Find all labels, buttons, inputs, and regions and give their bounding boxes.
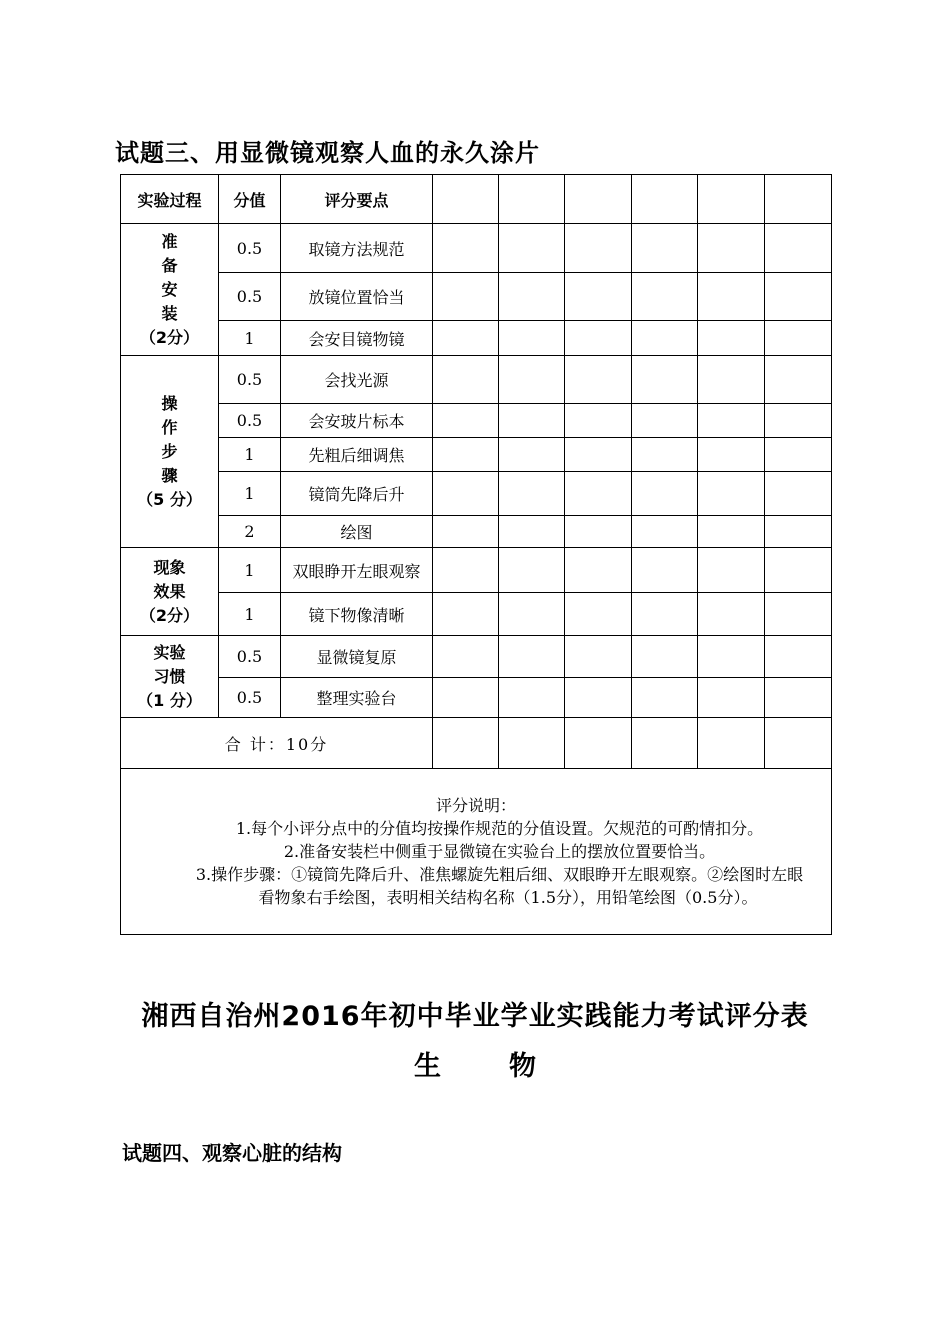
row-point: 镜筒先降后升 <box>281 472 433 516</box>
section4-title: 试题四、观察心脏的结构 <box>122 1141 342 1165</box>
note-item: 3.操作步骤：①镜筒先降后升、准焦螺旋先粗后细、双眼睁开左眼观察。②绘图时左眼 <box>195 865 804 884</box>
row-value: 0.5 <box>219 678 281 718</box>
row-value: 0.5 <box>219 273 281 321</box>
table-row <box>121 472 832 516</box>
row-value: 1 <box>219 438 281 472</box>
notes-heading: 评分说明： <box>435 796 516 815</box>
row-value: 1 <box>219 548 281 593</box>
table-row <box>121 224 832 273</box>
table-row <box>121 516 832 548</box>
header-process: 实验过程 <box>121 175 219 224</box>
total-row <box>121 718 832 769</box>
row-value: 0.5 <box>219 356 281 404</box>
stage-result: 现象 效果 （2分） <box>121 548 219 636</box>
blank-cell <box>632 175 698 224</box>
scoring-notes <box>121 769 832 935</box>
row-point: 会安目镜物镜 <box>281 321 433 356</box>
blank-cell <box>433 175 499 224</box>
header-row <box>121 175 832 224</box>
table-row <box>121 356 832 404</box>
table-row <box>121 593 832 636</box>
stage-operate: 操 作 步 骤 （5 分） <box>121 356 219 548</box>
row-value: 1 <box>219 593 281 636</box>
header-value: 分值 <box>219 175 281 224</box>
note-item: 1.每个小评分点中的分值均按操作规范的分值设置。欠规范的可酌情扣分。 <box>235 819 764 838</box>
row-point: 放镜位置恰当 <box>281 273 433 321</box>
note-item-continuation: 看物象右手绘图，表明相关结构名称（1.5分），用铅笔绘图（0.5分）。 <box>258 888 758 907</box>
row-value: 0.5 <box>219 404 281 438</box>
row-value: 0.5 <box>219 636 281 678</box>
row-value: 0.5 <box>219 224 281 273</box>
header-points: 评分要点 <box>281 175 433 224</box>
blank-cell <box>765 175 832 224</box>
row-value: 1 <box>219 472 281 516</box>
row-point: 显微镜复原 <box>281 636 433 678</box>
row-point: 先粗后细调焦 <box>281 438 433 472</box>
row-point: 双眼睁开左眼观察 <box>281 548 433 593</box>
note-item: 2.准备安装栏中侧重于显微镜在实验台上的摆放位置要恰当。 <box>283 842 716 861</box>
table-row <box>121 404 832 438</box>
blank-cell <box>565 175 632 224</box>
row-point: 会找光源 <box>281 356 433 404</box>
row-value: 2 <box>219 516 281 548</box>
total-label: 合 计：10分 <box>121 718 433 769</box>
stage-habit: 实验 习惯 （1 分） <box>121 636 219 718</box>
document-title: 湘西自治州2016年初中毕业学业实践能力考试评分表 <box>141 1001 809 1032</box>
table-row <box>121 548 832 593</box>
table-row <box>121 438 832 472</box>
row-point: 镜下物像清晰 <box>281 593 433 636</box>
table-row <box>121 321 832 356</box>
table-row <box>121 636 832 678</box>
notes-row <box>121 769 832 935</box>
table-row <box>121 273 832 321</box>
blank-cell <box>499 175 565 224</box>
row-point: 绘图 <box>281 516 433 548</box>
subject-title: 生 物 <box>414 1051 536 1082</box>
scoring-table <box>120 174 832 935</box>
table-row <box>121 678 832 718</box>
row-point: 取镜方法规范 <box>281 224 433 273</box>
row-point: 会安玻片标本 <box>281 404 433 438</box>
blank-cell <box>698 175 765 224</box>
section3-title: 试题三、用显微镜观察人血的永久涂片 <box>115 139 540 167</box>
row-value: 1 <box>219 321 281 356</box>
stage-prepare: 准 备 安 装 （2分） <box>121 224 219 356</box>
row-point: 整理实验台 <box>281 678 433 718</box>
